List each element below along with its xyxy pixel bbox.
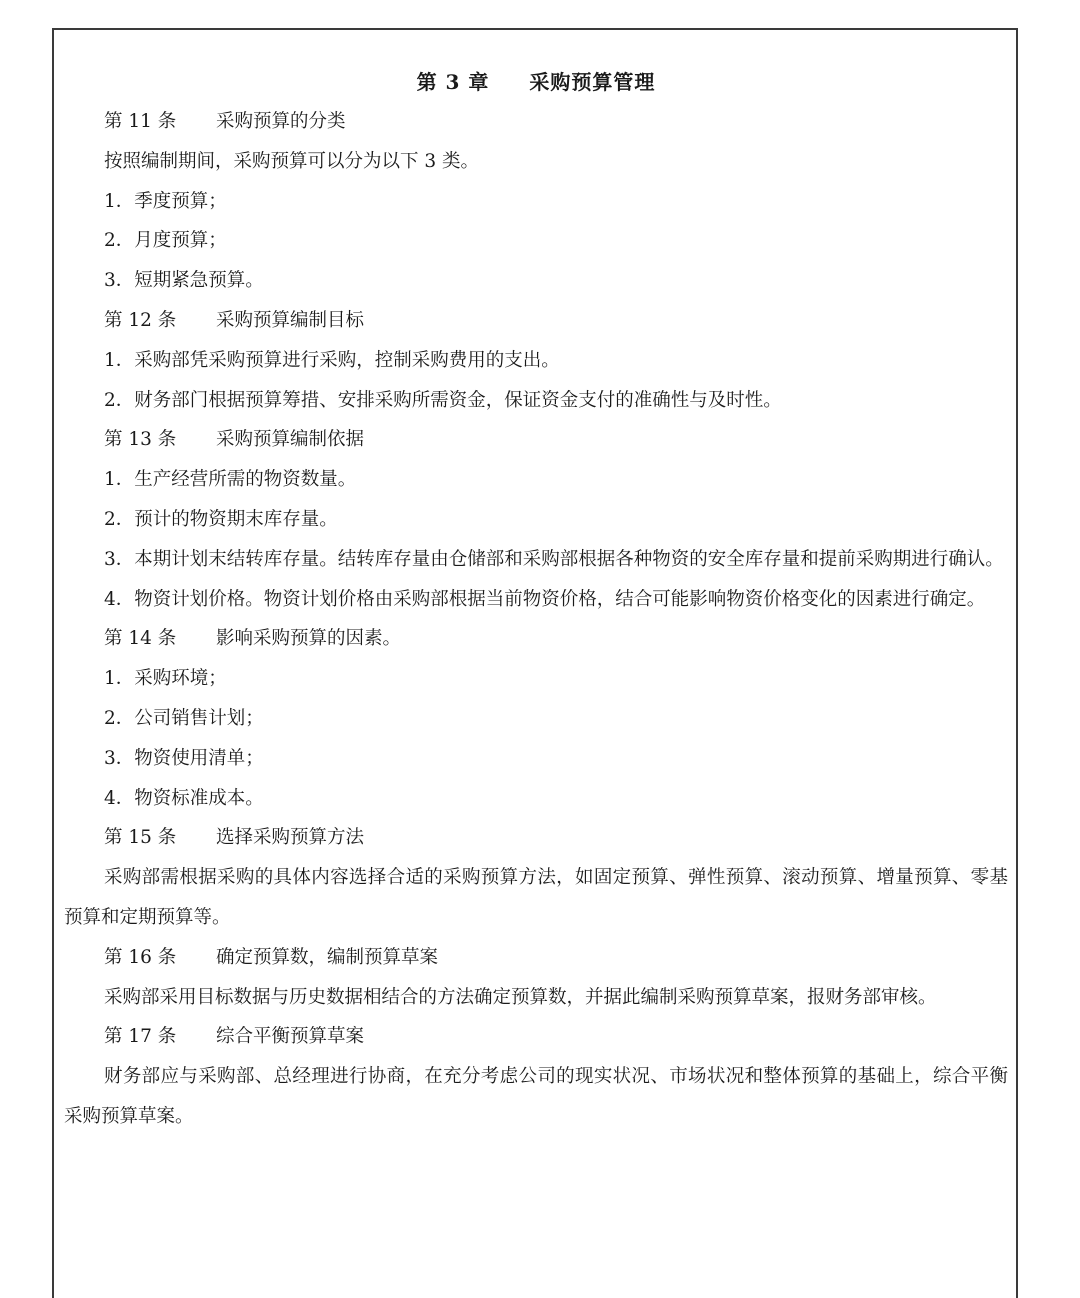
article-title: 选择采购预算方法 <box>216 827 365 849</box>
list-item: 4．物资计划价格。物资计划价格由采购部根据当前物资价格，结合可能影响物资价格变化的因素进行确定。 <box>104 588 986 610</box>
article-title: 采购预算编制目标 <box>216 309 365 331</box>
list-item: 3．本期计划末结转库存量。结转库存量由仓储部和采购部根据各种物资的安全库存量和提前采购期进行确认。 <box>104 548 1004 570</box>
article-number: 第 17 条 <box>104 1026 177 1048</box>
list-item: 2．公司销售计划； <box>104 707 264 729</box>
article-number: 第 13 条 <box>104 429 177 451</box>
article-number: 第 16 条 <box>104 946 177 968</box>
list-item: 1．季度预算； <box>104 190 227 212</box>
chapter-name: 采购预算管理 <box>529 70 656 94</box>
article-number: 第 12 条 <box>104 309 177 331</box>
article-title: 影响采购预算的因素。 <box>216 628 402 650</box>
article-11-heading <box>64 102 1008 142</box>
article-11-intro: 按照编制期间，采购预算可以分为以下 3 类。 <box>104 150 480 172</box>
article-15-body: 采购部需根据采购的具体内容选择合适的采购预算方法，如固定预算、弹性预算、滚动预算、增量预算、零基预算和定期预算等。 <box>64 867 1008 928</box>
article-17-body: 财务部应与采购部、总经理进行协商，在充分考虑公司的现实状况、市场状况和整体预算的基础上，综合平衡采购预算草案。 <box>64 1066 1008 1127</box>
list-item: 2．月度预算； <box>104 230 227 252</box>
list-item: 3．物资使用清单； <box>104 747 264 769</box>
article-13-heading <box>64 420 1008 460</box>
article-14-heading <box>64 619 1008 659</box>
article-title: 采购预算编制依据 <box>216 429 365 451</box>
article-16-body: 采购部采用目标数据与历史数据相结合的方法确定预算数，并据此编制采购预算草案，报财务部审核。 <box>104 986 937 1008</box>
chapter-number: 第 3 章 <box>416 70 490 94</box>
document-body <box>64 62 1008 1137</box>
list-item: 1．生产经营所需的物资数量。 <box>104 469 357 491</box>
chapter-title <box>64 62 1008 102</box>
list-item: 1．采购环境； <box>104 668 227 690</box>
list-item: 1．采购部凭采购预算进行采购，控制采购费用的支出。 <box>104 349 560 371</box>
article-title: 采购预算的分类 <box>216 111 346 132</box>
list-item: 4．物资标准成本。 <box>104 787 264 809</box>
list-item: 3．短期紧急预算。 <box>104 270 264 292</box>
list-item: 2．财务部门根据预算筹措、安排采购所需资金，保证资金支付的准确性与及时性。 <box>104 389 782 411</box>
article-number: 第 14 条 <box>104 628 177 650</box>
article-number: 第 11 条 <box>104 111 177 132</box>
list-item: 2．预计的物资期末库存量。 <box>104 508 338 530</box>
article-16-heading <box>64 938 1008 978</box>
article-number: 第 15 条 <box>104 827 177 849</box>
article-title: 综合平衡预算草案 <box>216 1026 365 1048</box>
article-title: 确定预算数，编制预算草案 <box>216 946 439 968</box>
article-12-heading <box>64 301 1008 341</box>
article-17-heading <box>64 1017 1008 1057</box>
article-15-heading <box>64 818 1008 858</box>
